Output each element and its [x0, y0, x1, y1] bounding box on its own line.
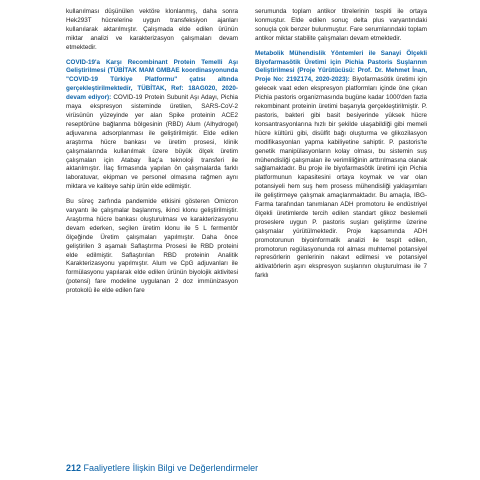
right-paragraph-1: [255, 8, 427, 44]
page-number: 212: [66, 463, 82, 473]
left-paragraph-1: [66, 8, 238, 53]
left-column: [66, 8, 238, 302]
page-footer: [66, 463, 258, 473]
left-paragraph-3-text: Bu süreç zarfında pandemide etkisini gösteren Omicron varyantı ile çalışmalar başlanmış, ikinci klonu geliştirilmiştir. Araştırma hücre bankası oluşturulması ve karakterizasyonu devam ederken, seçilen üretim klonu ile 5 L fermentör ölçeğinde Üretim çalışmaları yapılmıştır. Daha önce geliştirilen 3 aşamalı Saflaştırma Prosesi ile RBD proteini elde edilmiştir. Saflaştırılan RBD proteinin Analitik Karakterizasyonu yapılmıştır. Alum ve CpG adjuvanları ile formülasyonu yapılarak elde edilen ürünün biyolojik aktivitesi (potensi) fare modeline uygulanan 2 doz immünizasyon protokolü ile elde edilen fare: [66, 198, 238, 295]
covid-vaccine-project-heading: COVID-19'a Karşı Recombinant Protein Temelli Aşı Geliştirilmesi (TÜBİTAK MAM GMBAE koordinasyonunda "COVID-19 Türkiye Platformu" çatısı altında gerçekleştirilmektedir, TÜBİTAK, Ref: 18AG020, 2020-devam ediyor):: [66, 58, 238, 102]
right-column: [255, 8, 427, 287]
footer-title: Faaliyetlere İlişkin Bilgi ve Değerlendirmeler: [83, 463, 259, 473]
right-paragraph-2-body: Biyofarmasötik üretimi için gelecek vaat eden ekspresyon platformları içinde öne çıkan Pichia pastoris organizmasında bugüne kadar 1000'den fazla rekombinant proteinin üretimi başarıyla gerçekleştirilmiştir. P. pastoris, bakteri gibi basit besiyerinde yüksek hücre konsantrasyonlarına hızlı bir şekilde ulaşabildiği gibi memeli hücre kültürü gibi, disülfit bağı oluşturma ve glikozilasyon modifikasyonları yapma kabiliyetine sahiptir. P. pastoris'te genetik manipülasyonların kolay olması, bu sistemin suş mühendisliği çalışmaları ile verimliliğinin arttırılmasına olanak sağlamaktadır. Bu proje ile biyofarmasötik üretimi için Pichia platformunun kapasitesini ortaya koymak ve var olan potansiyeli hem suş hem prosess mühendisliği yaklaşımları ile geliştirmeye çalışmak amaçlanmaktadır. Bu amaçla, IBG-Farma tarafından tanımlanan ADH promotoru ile endüstriyel ölçekli üretimlerde tercih edilen standart glikoz beslemeli proseslere uygun P. pastoris suşları geliştirme üzerine çalışmalar yürütülmektedir. Proje kapsamında ADH promotorunun biyoinformatik analizi ile tespit edilen, promotorun regülasyonunda rol alması muhtemel potansiyel represörlerin genlerinin nakavt edilmesi ve potansiyel aktivatörlerin aşırı ekspresyon suşlarının oluşturulması ile 7 farklı: [255, 76, 428, 280]
pichia-project-heading: Metabolik Mühendislik Yöntemleri ile Sanayi Ölçekli Biyofarmasötik Üretimi için Pichia Pastoris Suşlarının Geliştirilmesi (Proje Yürütücüsü: Prof. Dr. Mehmet İnan, Proje No: 219Z174, 2020-2023):: [255, 49, 427, 84]
left-paragraph-2: [66, 59, 238, 193]
left-paragraph-1-text: kullanılması düşünülen vektöre klonlanmış, daha sonra Hek293T hücrelerine uygun transfeksiyon ajanları kullanılarak aktarılmıştır. Çalışmada elde edilen ürünün miktar analizi ve karakterizasyon çalışmaları devam etmektedir.: [66, 8, 238, 51]
left-paragraph-2-body: COVID-19 Protein Subunit Aşı Adayı, Pichia maya ekspresyon sisteminde üretilen, SARS-CoV-2 virüsünün yüzeyinde yer alan Spike proteinin ACE2 reseptörüne bağlanma bölgesinin (RBD) Alum (Alhydrogel) adjuvanına adsorplanması ile geliştirilmiştir. Elde edilen araştırma hücre bankası ve üretim prosesi, klinik çalışmalarında kullanılmak üzere büyük ölçek üretim çalışmaları için Atabay İlaç'a teknoloji transferi ile aktarılmıştır. İlaç firmasında yapılan ön çalışmalarda farklı laboratuvar, ekipman ve personel olmasına rağmen aynı miktara ve kaliteye sahip ürün elde edilmiştir.: [66, 94, 238, 191]
right-paragraph-2: [255, 50, 427, 282]
left-paragraph-3: [66, 198, 238, 296]
right-paragraph-1-text: serumunda toplam antikor titrelerinin tespiti ile ortaya konmuştur. Elde edilen sonuç delta plus varyantındaki sonuçla çok benzer bulunmuştur. Fare serumlarındaki toplam antikor miktar stabilite çalışmaları devam etmektedir.: [255, 8, 427, 42]
